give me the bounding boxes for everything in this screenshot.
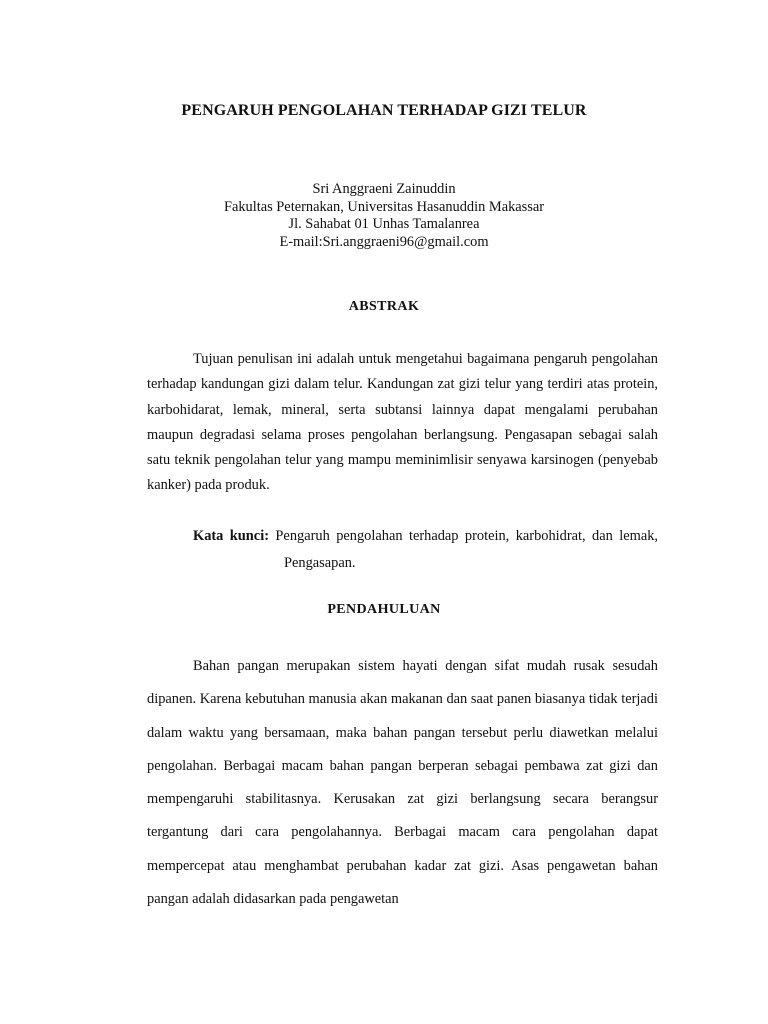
author-affiliation: Fakultas Peternakan, Universitas Hasanuddin Makassar xyxy=(223,198,545,215)
intro-paragraph: Bahan pangan merupakan sistem hayati dengan sifat mudah rusak sesudah dipanen. Karena kebutuhan manusia akan makanan dan saat panen biasanya tidak terjadi dalam waktu yang bersamaan, maka bahan pangan tersebut perlu diawetkan melalui pengolahan. Berbagai macam bahan pangan berperan sebagai pembawa zat gizi dan mempengaruhi stabilitasnya. Kerusakan zat gizi berlangsung secara berangsur tergantung dari cara pengolahannya. Berbagai macam cara pengolahan dapat mempercepat atau menghambat perubahan kadar zat gizi. Asas pengawetan bahan pangan adalah didasarkan pada pengawetan xyxy=(147,658,658,908)
paper-title: PENGARUH PENGOLAHAN TERHADAP GIZI TELUR xyxy=(181,102,587,119)
intro-heading: PENDAHULUAN xyxy=(327,602,441,617)
keywords-label: Kata kunci: xyxy=(193,528,276,544)
abstract-paragraph: Tujuan penulisan ini adalah untuk mengetahui bagaimana pengaruh pengolahan terhadap kandungan gizi dalam telur. Kandungan zat gizi telur yang terdiri atas protein, karbohidarat, lemak, mineral, serta subtansi lainnya dapat mengalami perubahan maupun degradasi selama proses pengolahan berlangsung. Pengasapan sebagai salah satu teknik pengolahan telur yang mampu meminimlisir senyawa karsinogen (penyebab kanker) pada produk. xyxy=(147,351,658,494)
author-block xyxy=(0,181,768,251)
author-email: E-mail:Sri.anggraeni96@gmail.com xyxy=(279,233,489,250)
intro-body xyxy=(147,650,658,916)
author-name: Sri Anggraeni Zainuddin xyxy=(312,181,456,197)
keywords-block xyxy=(193,523,658,577)
abstract-heading: ABSTRAK xyxy=(348,299,420,314)
keywords-text: Pengaruh pengolahan terhadap protein, karbohidrat, dan lemak, Pengasapan. xyxy=(275,528,659,571)
abstract-body xyxy=(147,347,658,499)
author-address: Jl. Sahabat 01 Unhas Tamalanrea xyxy=(288,216,480,232)
